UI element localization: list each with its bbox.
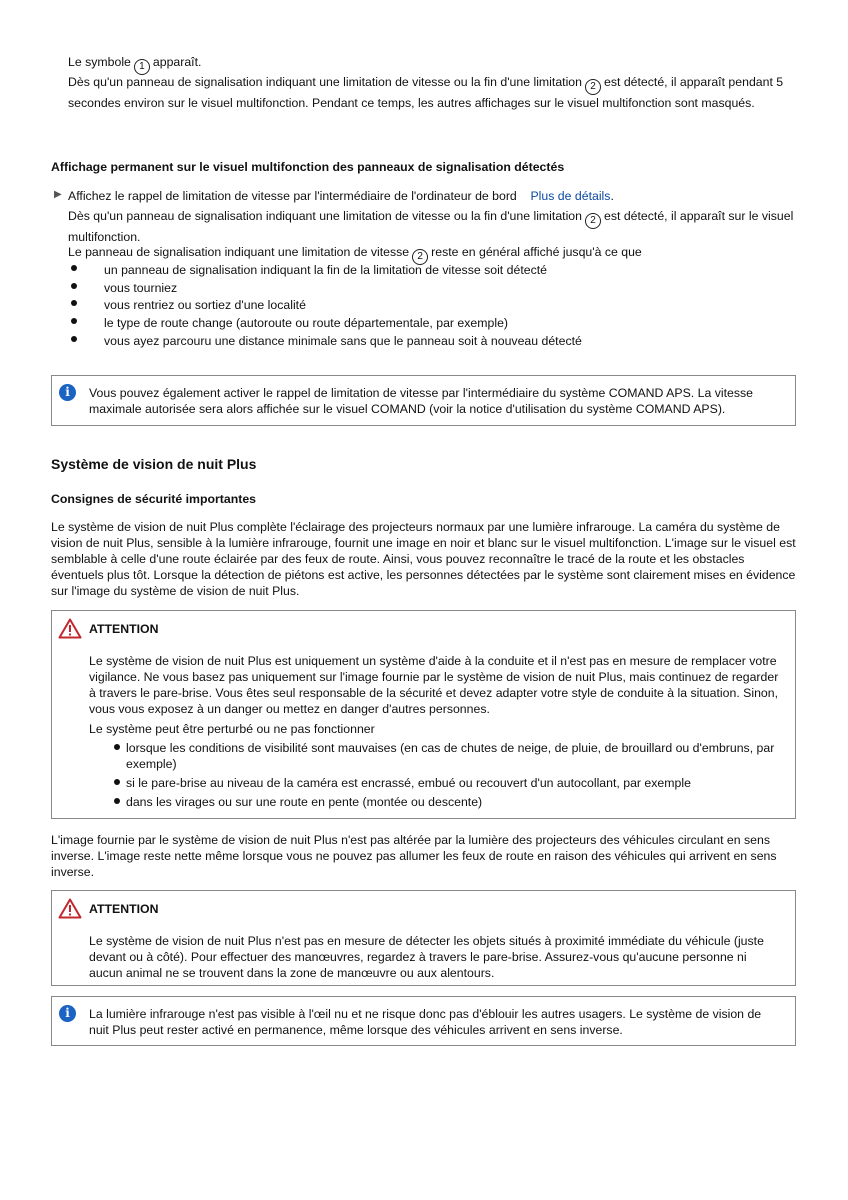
symbol-line: Le symbole 1 apparaît. (68, 54, 201, 75)
circled-number-2-icon: 2 (585, 213, 601, 229)
detect-paragraph: Dès qu'un panneau de signalisation indiquant une limitation de vitesse ou la fin d'une limitation 2 est détecté, il apparaît pendant 5 secondes environ sur le visuel multifonction. Pendant ce temps, les autres affichages sur le visuel multifonction sont masqués. (68, 75, 784, 110)
warning-title: ATTENTION (89, 622, 159, 636)
circled-number-1-icon: 1 (134, 59, 150, 75)
intro-paragraph: Le système de vision de nuit Plus complète l'éclairage des projecteurs normaux par une lumière infrarouge. La caméra du système de vision de nuit Plus, sensible à la lumière infrarouge, fournit une image en noir et blanc sur le visuel multifonction. L'image sur le visuel est semblable à celle d'une route éclairée par des feux de route. Ainsi, vous pouvez reconnaître le tracé de la route et les obstacles éventuels plus tôt. Lorsque la détection de piétons est active, les personnes détectées par le système sont clairement mises en évidence sur l'image du système de vision de nuit Plus. (51, 520, 796, 598)
step-arrow-icon: ▶ (54, 189, 62, 200)
permanent-display-heading: Affichage permanent sur le visuel multifonction des panneaux de signalisation détectés (51, 160, 565, 174)
section-title: Système de vision de nuit Plus (51, 456, 257, 472)
list-item: si le pare-brise au niveau de la caméra est encrassé, embué ou recouvert d'un autocollant, par exemple (126, 776, 691, 790)
warning-title: ATTENTION (89, 902, 159, 916)
bullet-icon (71, 283, 77, 289)
list-item: vous ayez parcouru une distance minimale sans que le panneau soit à nouveau détecté (104, 334, 582, 348)
image-paragraph: L'image fournie par le système de vision de nuit Plus n'est pas altérée par la lumière des projecteurs des véhicules circulant en sens inverse. L'image reste nette même lorsque vous ne pouvez pas allumer les feux de route en raison des véhicules qui arrivent en sens inverse. (51, 833, 777, 879)
bullet-icon (114, 798, 120, 804)
circled-number-2-icon: 2 (585, 79, 601, 95)
info-text: Vous pouvez également activer le rappel de limitation de vitesse par l'intermédiaire du système COMAND APS. La vitesse maximale autorisée sera alors affichée sur le visuel COMAND (voir la notice d'utilisation du système COMAND APS). (89, 386, 753, 416)
bullet-icon (114, 744, 120, 750)
warning-lead: Le système peut être perturbé ou ne pas fonctionner (89, 722, 375, 736)
bullet-icon (71, 265, 77, 271)
info-box (51, 375, 796, 426)
warning-box (51, 610, 796, 819)
bullet-icon (71, 300, 77, 306)
step-instruction: Affichez le rappel de limitation de vitesse par l'intermédiaire de l'ordinateur de bord Plus de détails. (68, 189, 614, 203)
safety-heading: Consignes de sécurité importantes (51, 492, 257, 506)
list-item: vous rentriez ou sortiez d'une localité (104, 298, 306, 312)
warning-box (51, 890, 796, 986)
info-icon: i (59, 1005, 76, 1022)
more-details-link[interactable]: Plus de détails (530, 189, 611, 203)
list-item: lorsque les conditions de visibilité sont mauvaises (en cas de chutes de neige, de pluie, de brouillard ou d'embruns, par exemple) (126, 741, 775, 771)
bullet-icon (114, 779, 120, 785)
info-icon: i (59, 384, 76, 401)
warning-text: Le système de vision de nuit Plus est uniquement un système d'aide à la conduite et il n'est pas en mesure de remplacer votre vigilance. Ne vous basez pas uniquement sur l'image fournie par le système de vision de nuit Plus, mais continuez de regarder à travers le pare-brise. Vous êtes seul responsable de la sécurité et devez adapter votre style de conduite à la situation. Sinon, vous vous exposez à un danger ou mettez en danger d'autres personnes. (89, 654, 779, 716)
warning-triangle-icon (58, 618, 82, 639)
warning-triangle-icon (58, 898, 82, 919)
warning-text: Le système de vision de nuit Plus n'est pas en mesure de détecter les objets situés à proximité immédiate du véhicule (juste devant ou à côté). Pour effectuer des manœuvres, regardez à travers le pare-brise. Assurez-vous qu'aucune personne ni aucun animal ne se trouvent dans la zone de manœuvre ou aux alentours. (89, 934, 764, 980)
circled-number-2-icon: 2 (412, 249, 428, 265)
list-item: vous tourniez (104, 281, 178, 295)
list-item: le type de route change (autoroute ou route départementale, par exemple) (104, 316, 509, 330)
permanent-detect-paragraph: Dès qu'un panneau de signalisation indiquant une limitation de vitesse ou la fin d'une limitation 2 est détecté, il apparaît sur le visuel multifonction. (68, 209, 794, 244)
bullet-icon (71, 336, 77, 342)
list-item: un panneau de signalisation indiquant la fin de la limitation de vitesse soit détecté (104, 263, 547, 277)
sign-remains-line: Le panneau de signalisation indiquant une limitation de vitesse 2 reste en général affiché jusqu'à ce que (68, 244, 642, 265)
list-item: dans les virages ou sur une route en pente (montée ou descente) (126, 795, 483, 809)
info-text: La lumière infrarouge n'est pas visible à l'œil nu et ne risque donc pas d'éblouir les autres usagers. Le système de vision de nuit Plus peut rester activé en permanence, même lorsque des véhicules arrivent en sens inverse. (89, 1007, 762, 1037)
info-box (51, 996, 796, 1046)
bullet-icon (71, 318, 77, 324)
